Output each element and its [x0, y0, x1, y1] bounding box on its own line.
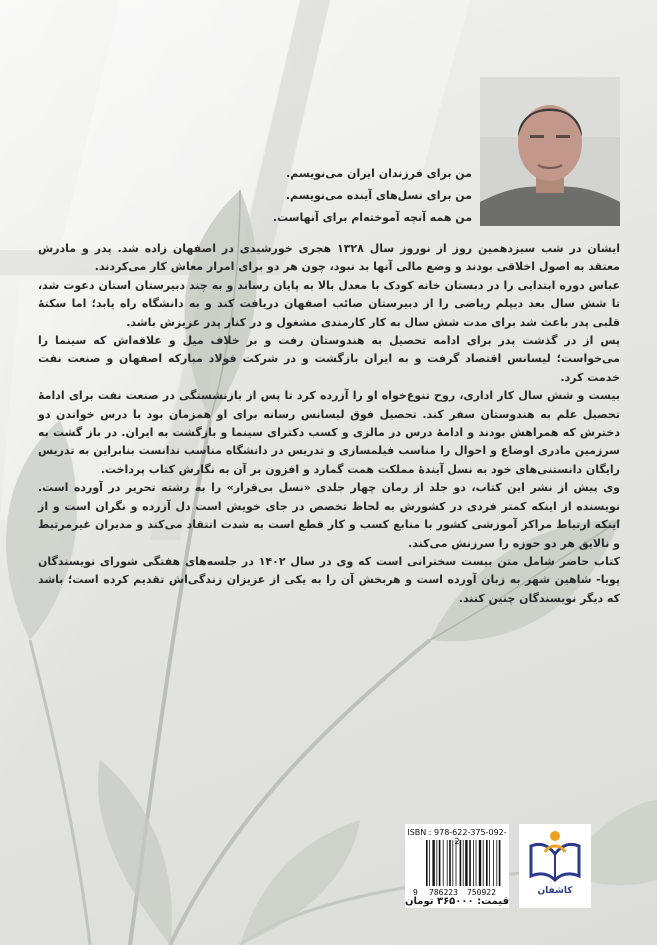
quote-line: من برای نسل‌های آینده می‌نویسم.: [285, 189, 472, 202]
barcode-bar: [426, 840, 428, 886]
barcode-bar: [476, 840, 477, 886]
barcode-bar: [439, 840, 441, 886]
publisher-logo-icon: [519, 824, 591, 886]
barcode-bar: [486, 840, 488, 886]
bio-paragraph: پس از در گذشت پدر برای ادامه تحصیل به هندوستان رفت و بر خلاف میل و علاقه‌اش که سینما را می‌خواست؛ لیسانس اقتصاد گرفت و به ایران بازگشت و در شرکت فولاد مبارکه اصفهان و صنعت نفت خدمت کرد.: [38, 334, 620, 384]
quote-line: من همه آنچه آموخته‌ام برای آنهاست.: [272, 211, 472, 224]
barcode-bar: [460, 840, 462, 886]
barcode-bar: [483, 840, 484, 886]
bio-paragraph: وی پیش از نشر این کتاب، دو جلد از رمان چهار جلدی «نسل بی‌قرار» را به رشته تحریر در آورده است. نویسنده از اینکه کمتر فردی در کشورش به لحاظ تخصص در جای خویش است دل آزرده و نگران است و از اینکه ارتباط مراکز آموزشی کشور با منابع کسب و کار قطع است به شدت انتقاد می‌کند و مدیران غیرمرتبط و نالایق هر دو حوزه را سرزنش می‌کند.: [38, 481, 620, 550]
isbn-label: ISBN : 978-622-375-092-2: [407, 828, 507, 846]
author-quotes: [232, 163, 472, 229]
barcode-bar: [493, 840, 494, 886]
barcode-bar: [456, 840, 457, 886]
bio-paragraph: عباس دوره ابتدایی را در دبستان خانه کودک با معدل بالا به پایان رساند و به چند دبیرستان استان دعوت شد، تا شش سال بعد دیپلم ریاضی را از دبیرستان صائب اصفهان دریافت کند و به دانشگاه راه یابد؛ اما سکتهٔ قلبی پدر باعث شد برای مدت شش سال به کار کارمندی مشغول و در کنار پدر عزیزش باشد.: [38, 278, 620, 329]
barcode-digits-right: 750922: [467, 888, 496, 897]
barcode-bar: [436, 840, 437, 886]
barcode-digits-left: 786223: [429, 888, 458, 897]
barcode-bar: [452, 840, 453, 886]
barcode-bar: [432, 840, 434, 886]
quote-line: من برای فرزندان ایران می‌نویسم.: [286, 167, 472, 180]
bio-paragraph: بیست و شش سال کار اداری، روح تنوع‌خواه او را آزرده کرد تا پس از بازنشستگی در صنعت نفت برای ادامهٔ تحصیل علم به هندوستان سفر کند. تحصیل فوق لیسانس رسانه برای او همزمان بود با درس خواندن دو دخترش که همراهش بودند و ادامهٔ درس در مالزی و کسب دکترای سینما و بازگشت به ایران. در باز گشت به سرزمین مادری اوضاع و احوال را مناسب فیلمسازی و تدریس در دانشگاه مناسب ندانست بنابراین به تدریس رایگان دانستنی‌های خود به نسل آیندهٔ مملکت همت گمارد و افزون بر آن به نگارش کتاب پرداخت.: [38, 389, 620, 476]
publisher-logo: [519, 824, 591, 908]
barcode-bar: [489, 840, 490, 886]
author-biography: [38, 240, 620, 608]
barcode-bar: [463, 840, 464, 886]
barcode-digit-first: 9: [413, 888, 418, 897]
price-label: قیمت: ۳۶۵۰۰۰ تومان: [404, 896, 509, 907]
author-portrait: [480, 77, 620, 226]
barcode-bar: [469, 840, 471, 886]
bio-paragraph: کتاب حاضر شامل متن بیست سخنرانی است که وی در سال ۱۴۰۲ در جلسه‌های هفتگی شورای نویسندگان پویا- شاهین شهر به زبان آورده است و هربخش آن را به یکی از عزیزان زندگی‌اش تقدیم کرده است؛ باشد که دیگر نویسندگان چنین کنند.: [38, 554, 620, 605]
barcode-bar: [499, 840, 501, 886]
barcode: [425, 840, 505, 888]
publisher-name: کاشفان: [537, 886, 573, 896]
barcode-bar: [443, 840, 444, 886]
barcode-bar: [496, 840, 497, 886]
barcode-bar: [465, 840, 467, 886]
barcode-bar: [429, 840, 430, 886]
barcode-bar: [479, 840, 481, 886]
barcode-bar: [473, 840, 474, 886]
bio-paragraph: ایشان در شب سیزدهمین روز از نوروز سال ۱۳۲۸ هجری خورشیدی در اصفهان زاده شد. پدر و مادرش معتقد به اصول اخلاقی بودند و وضع مالی آنها بد نبود، چون هر دو برای امرار معاش کار می‌کردند.: [38, 242, 620, 274]
barcode-bar: [447, 840, 448, 886]
author-photo-illustration: [480, 77, 620, 226]
barcode-bar: [449, 840, 451, 886]
